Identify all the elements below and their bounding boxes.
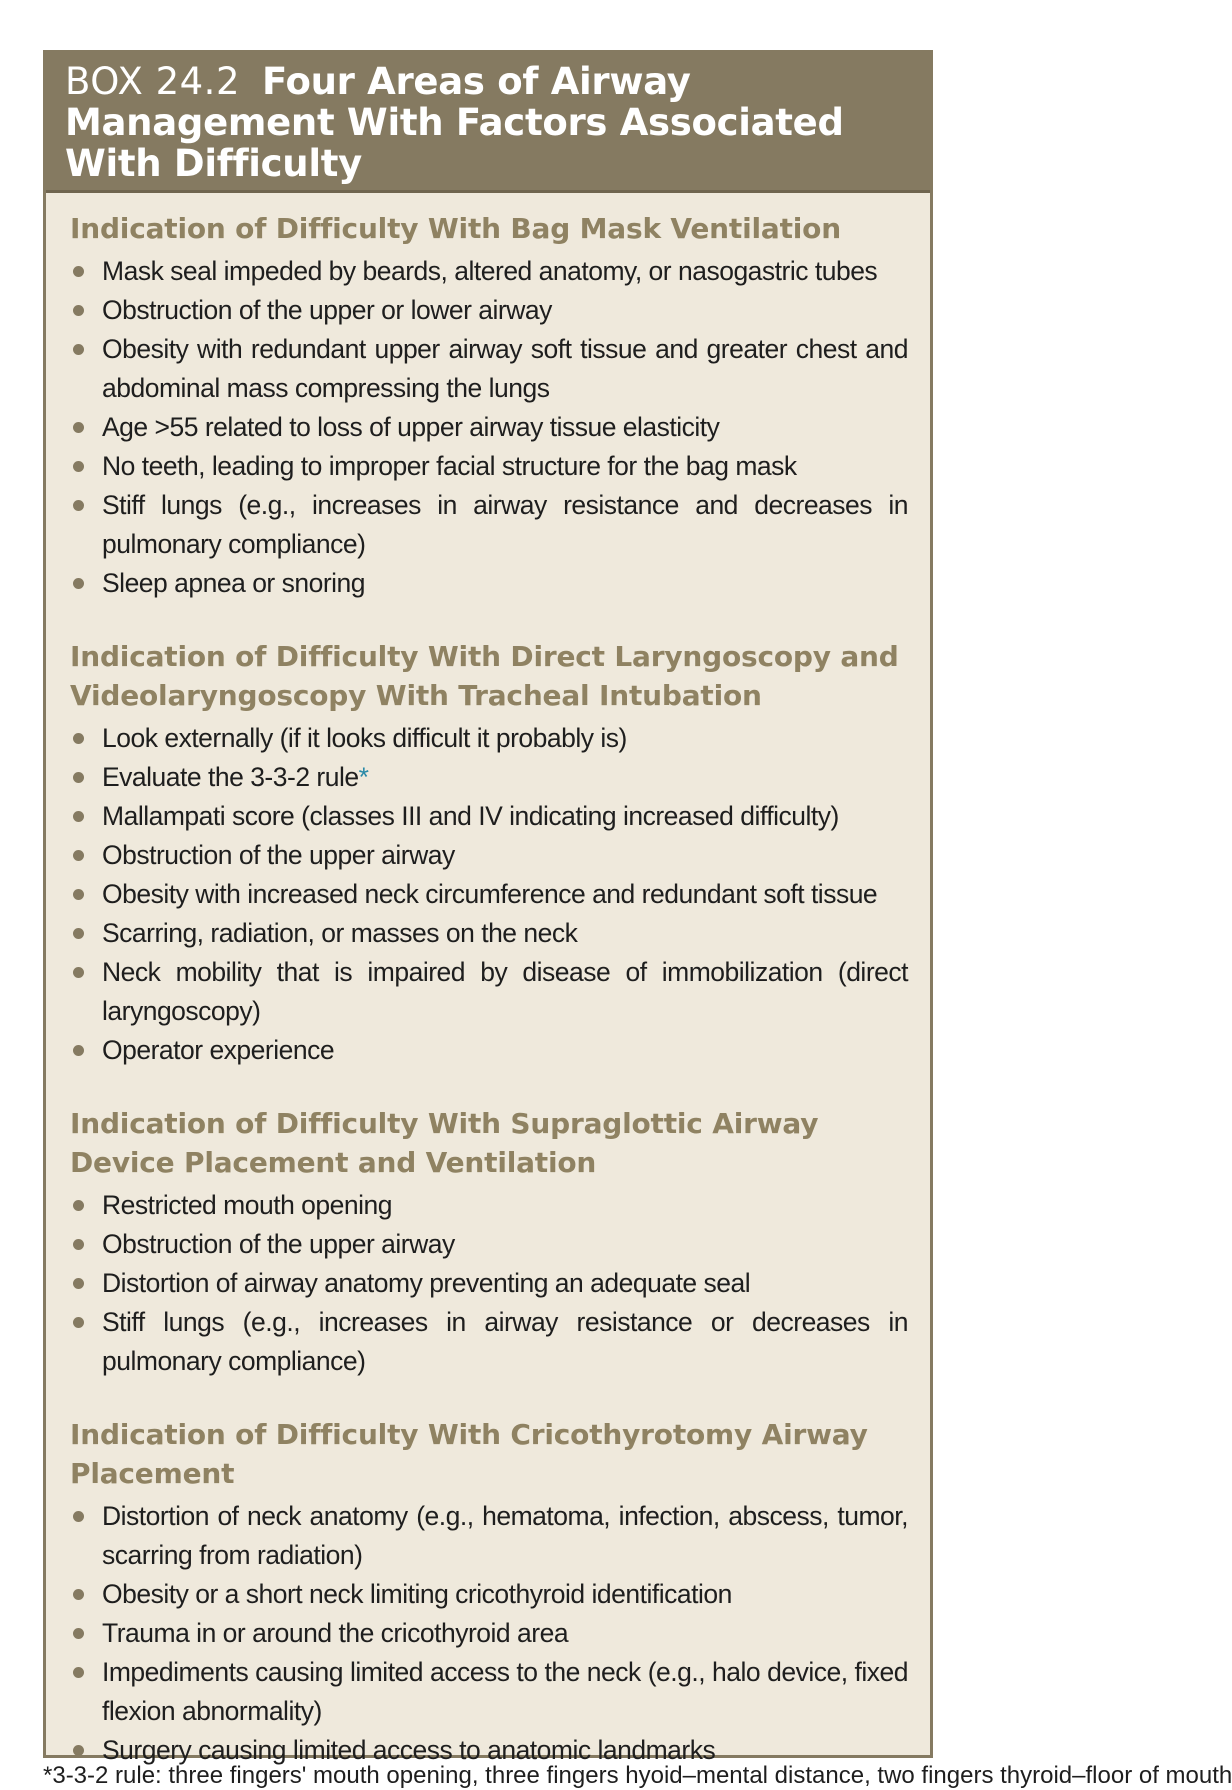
info-box (43, 50, 933, 1765)
list-item: Operator experience (70, 1031, 908, 1070)
bullet-list (70, 252, 908, 603)
list-item-text: Evaluate the 3-3-2 rule (102, 762, 359, 792)
list-item: Distortion of neck anatomy (e.g., hematoma, infection, abscess, tumor, scarring from radiation) (70, 1497, 908, 1575)
list-item: Scarring, radiation, or masses on the neck (70, 914, 908, 953)
bullet-list (70, 719, 908, 1070)
footnote: *3-3-2 rule: three fingers' mouth opening, three fingers hyoid–mental distance, two fingers thyroid–floor of mouth (43, 1762, 1232, 1789)
box-header (46, 53, 930, 193)
footnote-marker[interactable]: * (358, 762, 369, 792)
section-cricothyrotomy (70, 1415, 908, 1770)
list-item: Trauma in or around the cricothyroid area (70, 1614, 908, 1653)
list-item: Mallampati score (classes III and IV indicating increased difficulty) (70, 797, 908, 836)
list-item: Obstruction of the upper airway (70, 836, 908, 875)
list-item: Restricted mouth opening (70, 1186, 908, 1225)
box-body (46, 193, 930, 1770)
section-heading: Indication of Difficulty With Cricothyrotomy Airway Placement (70, 1418, 868, 1490)
list-item: Obstruction of the upper or lower airway (70, 291, 908, 330)
box-title: Four Areas of Airway Management With Factors Associated With Difficulty (65, 60, 844, 185)
section-laryngoscopy-intubation (70, 637, 908, 1070)
section-heading: Indication of Difficulty With Supraglottic Airway Device Placement and Ventilation (70, 1107, 819, 1179)
list-item (70, 758, 908, 797)
list-item: Stiff lungs (e.g., increases in airway resistance and decreases in pulmonary compliance) (70, 486, 908, 564)
section-heading: Indication of Difficulty With Direct Laryngoscopy and Videolaryngoscopy With Tracheal Intubation (70, 640, 899, 712)
list-item: No teeth, leading to improper facial structure for the bag mask (70, 447, 908, 486)
box-title-heading (65, 61, 910, 184)
list-item: Sleep apnea or snoring (70, 564, 908, 603)
list-item: Distortion of airway anatomy preventing an adequate seal (70, 1264, 908, 1303)
list-item: Obesity or a short neck limiting cricothyroid identification (70, 1575, 908, 1614)
list-item: Stiff lungs (e.g., increases in airway resistance or decreases in pulmonary compliance) (70, 1303, 908, 1381)
box-label: BOX 24.2 (65, 60, 240, 103)
list-item: Surgery causing limited access to anatomic landmarks (70, 1731, 908, 1770)
section-supraglottic-airway (70, 1104, 908, 1381)
list-item: Obesity with redundant upper airway soft tissue and greater chest and abdominal mass compressing the lungs (70, 330, 908, 408)
list-item: Age >55 related to loss of upper airway tissue elasticity (70, 408, 908, 447)
list-item: Impediments causing limited access to the neck (e.g., halo device, fixed flexion abnormality) (70, 1653, 908, 1731)
section-heading: Indication of Difficulty With Bag Mask Ventilation (70, 212, 841, 245)
list-item: Obstruction of the upper airway (70, 1225, 908, 1264)
list-item: Mask seal impeded by beards, altered anatomy, or nasogastric tubes (70, 252, 908, 291)
bullet-list (70, 1497, 908, 1770)
section-bag-mask-ventilation (70, 209, 908, 603)
list-item: Look externally (if it looks difficult it probably is) (70, 719, 908, 758)
bullet-list (70, 1186, 908, 1381)
list-item: Neck mobility that is impaired by disease of immobilization (direct laryngoscopy) (70, 953, 908, 1031)
list-item: Obesity with increased neck circumference and redundant soft tissue (70, 875, 908, 914)
